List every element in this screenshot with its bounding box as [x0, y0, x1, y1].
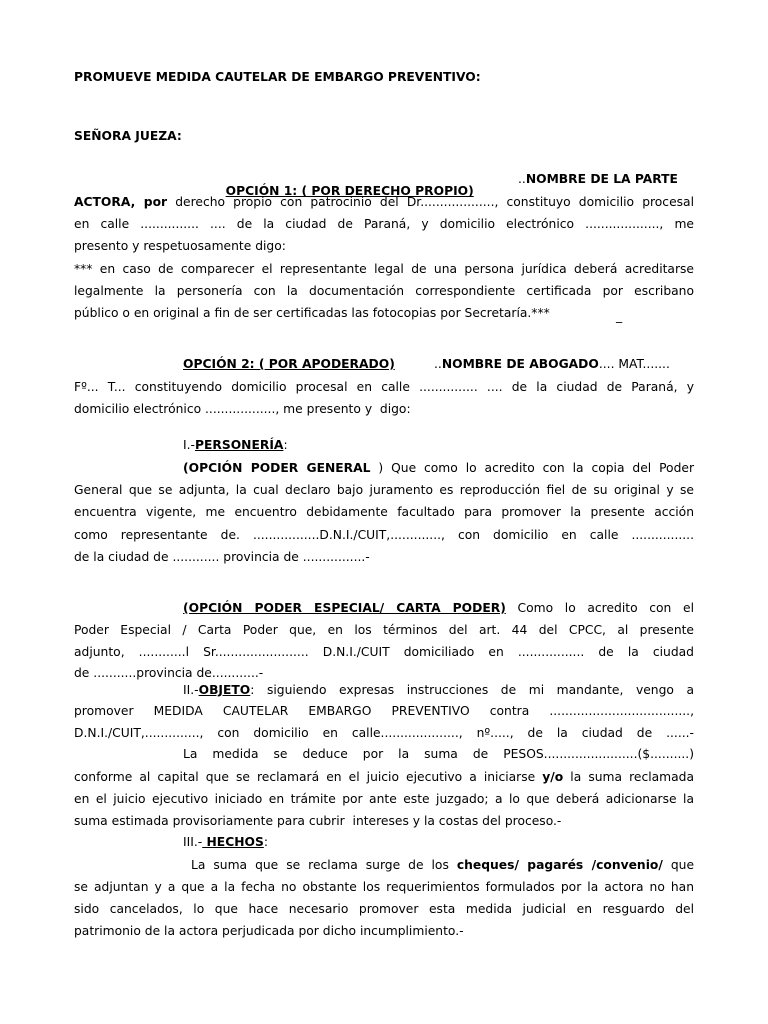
dots: ..: [518, 172, 526, 186]
option1-line3: en calle ............... .... de la ciudad de Paraná, y domicilio electrónico ..................., me: [74, 217, 694, 231]
hechos-text-tail: que: [662, 858, 695, 872]
section2-line3: D.N.I./CUIT,.............., con domicilio en calle...................., nº....., de la ciudad de ......-: [74, 726, 694, 740]
poder-general-line1: [183, 462, 694, 474]
note-line3: público o en original a fin de ser certificadas las fotocopias por Secretaría.***: [74, 306, 550, 320]
poder-general-line2: General que se adjunta, la cual declaro bajo juramento es reproducción fiel de su original y se: [74, 483, 694, 497]
monto-line4: suma estimada provisoriamente para cubrir intereses y la costas del proceso.-: [74, 814, 562, 828]
colon: :: [263, 835, 268, 849]
hechos-line3: sido cancelados, lo que hace necesario promover esta medida judicial en resguardo del: [74, 902, 694, 916]
poder-general-line3: encuentra vigente, me encuentro debidamente facultado para promover la presente acción: [74, 505, 694, 519]
poder-general-text: ) Que como lo acredito con la copia del Poder: [370, 461, 694, 475]
option1-line4: presento y respetuosamente digo:: [74, 239, 286, 253]
documents-list: cheques/ pagarés /convenio/: [456, 858, 663, 872]
monto-line2: [74, 771, 694, 783]
section2-line2: promover MEDIDA CAUTELAR EMBARGO PREVENTIVO contra ....................................,: [74, 704, 694, 718]
note-line2: legalmente la personería con la documentación correspondiente certificada por escribano: [74, 284, 694, 298]
monto-line1: La medida se deduce por la suma de PESOS........................($..........): [183, 747, 694, 761]
poder-especial-line1: [183, 602, 694, 614]
party-name-placeholder: NOMBRE DE LA PARTE: [525, 172, 678, 186]
colon: :: [283, 438, 288, 452]
note-underscore: _: [616, 309, 623, 323]
poder-especial-label: (OPCIÓN PODER ESPECIAL/ CARTA PODER): [183, 601, 506, 615]
option1-line2-text: derecho propio con patrocinio del Dr..................., constituyo domicilio procesal: [167, 195, 694, 209]
section2-line1: [183, 684, 694, 696]
section2-text: : siguiendo expresas instrucciones de mi mandante, vengo a: [250, 683, 694, 697]
option2-line2: Fº... T... constituyendo domicilio procesal en calle ............... .... de la ciudad de Paraná, y: [74, 380, 694, 394]
section-title: HECHOS: [202, 835, 264, 849]
matricula: .... MAT.......: [598, 357, 670, 371]
poder-general-label: (OPCIÓN PODER GENERAL: [183, 461, 371, 475]
option2-name-line: [434, 358, 670, 370]
poder-especial-line4: de ...........provincia de............-: [74, 666, 264, 680]
monto-text: conforme al capital que se reclamará en el juicio ejecutivo a iniciarse: [74, 770, 543, 784]
hechos-line2: se adjuntan y a que a la fecha no obstante los requerimientos formulados por la actora no han: [74, 880, 694, 894]
option2-heading: OPCIÓN 2: ( POR APODERADO): [183, 357, 395, 371]
poder-general-line4: como representante de. .................D.N.I./CUIT,............., con domicilio en calle ................: [74, 528, 694, 542]
option2-line3: domicilio electrónico .................., me presento y digo:: [74, 402, 411, 416]
poder-especial-line3: adjunto, ............l Sr........................ D.N.I./CUIT domiciliado en ................. de la ciudad: [74, 645, 694, 659]
section3-heading: [183, 836, 268, 848]
section-title: PERSONERÍA: [194, 438, 284, 452]
monto-text-tail: la suma reclamada: [563, 770, 695, 784]
hechos-text: La suma que se reclama surge de los: [183, 858, 457, 872]
section-number: III.-: [183, 835, 203, 849]
dots: ..: [434, 357, 442, 371]
hechos-line4: patrimonio de la actora perjudicada por dicho incumplimiento.-: [74, 924, 464, 938]
hechos-line1: [183, 859, 694, 871]
greeting: SEÑORA JUEZA:: [74, 129, 182, 143]
section-title: OBJETO: [198, 683, 251, 697]
poder-general-line5: de la ciudad de ............ provincia de ................-: [74, 550, 370, 564]
section-number: I.-: [183, 438, 195, 452]
and-or: y/o: [542, 770, 564, 784]
lawyer-name-placeholder: NOMBRE DE ABOGADO: [441, 357, 599, 371]
poder-especial-text: Como lo acredito con el: [505, 601, 695, 615]
poder-especial-line2: Poder Especial / Carta Poder que, en los términos del art. 44 del CPCC, al presente: [74, 623, 694, 637]
section-number: II.-: [183, 683, 199, 697]
option1-name-line: [518, 173, 678, 185]
monto-line3: en el juicio ejecutivo iniciado en trámite por ante este juzgado; a lo que deberá adicionarse la: [74, 792, 694, 806]
document-title: PROMUEVE MEDIDA CAUTELAR DE EMBARGO PREVENTIVO:: [74, 70, 481, 84]
note-line1: *** en caso de comparecer el representante legal de una persona jurídica deberá acreditarse: [74, 262, 694, 276]
actora-label: ACTORA, por: [74, 195, 168, 209]
section1-heading: [183, 439, 288, 451]
option1-heading: OPCIÓN 1: ( POR DERECHO PROPIO): [225, 184, 474, 199]
option1-line2: [74, 196, 694, 208]
